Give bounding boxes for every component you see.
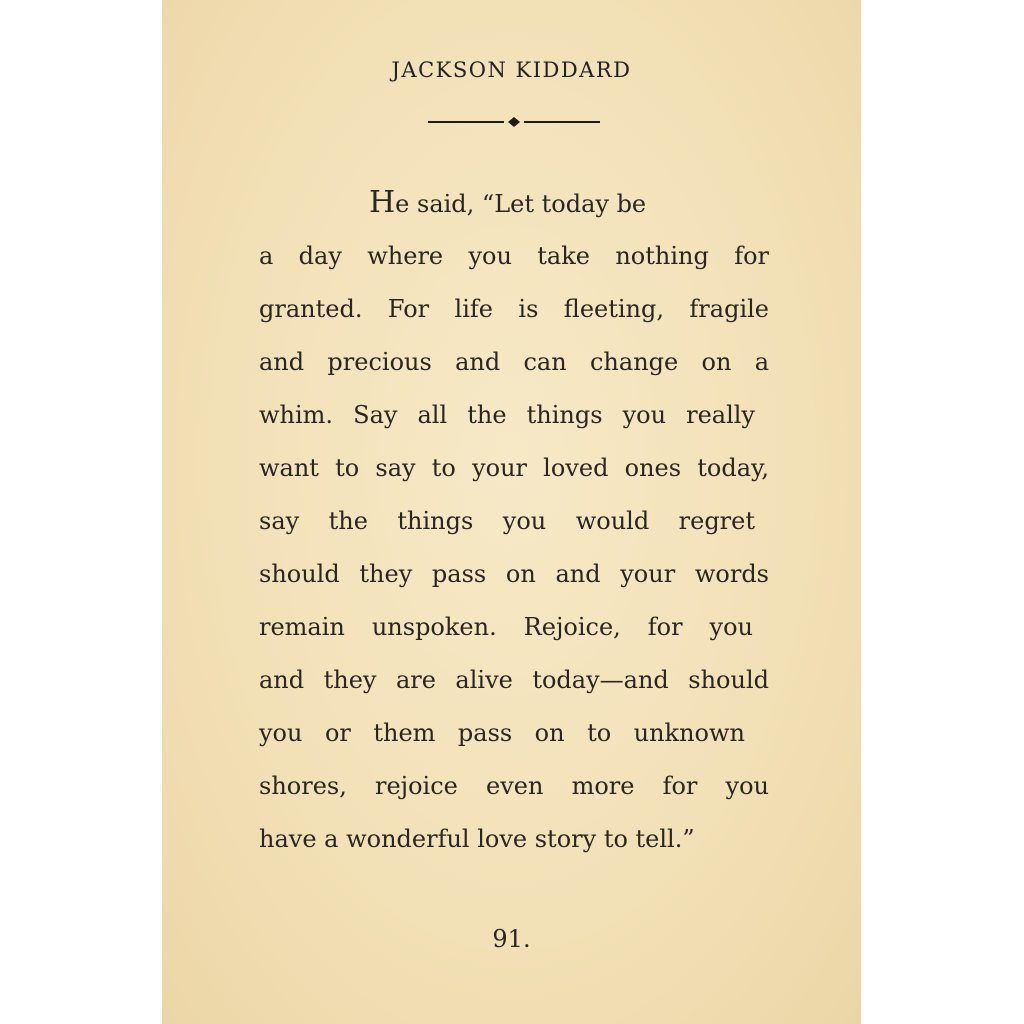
quote-line: a day where you take nothing for [259,242,769,270]
page-number: 91. [492,925,531,953]
first-line-text: e said, “Let today be [395,190,647,218]
book-page [162,0,861,1024]
quote-last-line: have a wonderful love story to tell.” [259,825,695,853]
author-heading: JACKSON KIDDARD [391,58,632,82]
divider-ornament-icon [428,114,600,130]
quote-line: should they pass on and your words [259,560,769,588]
quote-line: you or them pass on to unknown [259,719,745,747]
quote-line: shores, rejoice even more for you [259,772,769,800]
quote-line: and precious and can change on a [259,348,769,376]
quote-line: and they are alive today—and should [259,666,769,694]
quote-line: whim. Say all the things you really [259,401,755,429]
quote-line: say the things you would regret [259,507,755,535]
drop-cap: H [369,185,396,220]
quote-first-line [369,185,647,220]
quote-line: want to say to your loved ones today, [259,454,769,482]
quote-line: granted. For life is fleeting, fragile [259,295,769,323]
quote-line: remain unspoken. Rejoice, for you [259,613,753,641]
